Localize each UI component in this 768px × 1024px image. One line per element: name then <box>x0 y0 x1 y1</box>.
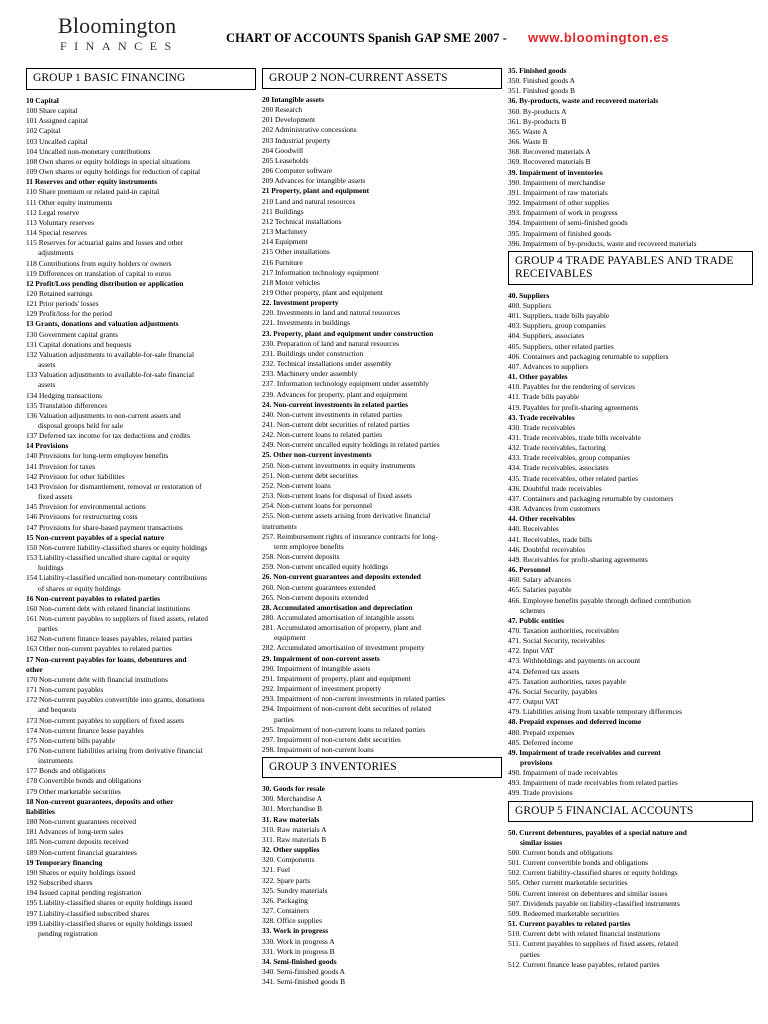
account-line: disposal groups held for sale <box>38 421 124 430</box>
account-line: 351. Finished goods B <box>508 86 575 96</box>
account-line: 131 Capital donations and bequests <box>26 339 132 349</box>
account-line: assets <box>38 380 56 390</box>
account-line: 180 Non-current guarantees received <box>26 817 137 827</box>
account-line: 100 Share capital <box>26 106 78 116</box>
account-line: 282. Accumulated amortisation of investment property <box>262 643 425 653</box>
account-line: 254. Non-current loans for personnel <box>262 501 373 511</box>
account-line: 501. Current convertible bonds and obligations <box>508 858 649 868</box>
account-line: 233. Machinery under assembly <box>262 369 358 379</box>
account-line: 475. Taxation authorities, taxes payable <box>508 676 626 686</box>
account-line: 403. Suppliers, group companies <box>508 321 606 331</box>
account-line: 470. Taxation authorities, receivables <box>508 625 620 635</box>
page-header <box>0 0 768 62</box>
account-line: 440. Receivables <box>508 524 559 534</box>
group-heading: GROUP 3 INVENTORIES <box>262 757 502 778</box>
account-line: 435. Trade receivables, other related parties <box>508 473 638 483</box>
account-line: 460. Salary advances <box>508 575 571 585</box>
account-line: 215 Other installations <box>262 247 330 257</box>
account-line: 200 Research <box>262 105 303 115</box>
account-line: 170 Non-current debt with financial institutions <box>26 674 168 684</box>
account-line: 230. Preparation of land and natural resources <box>262 338 399 348</box>
account-line: 327. Containers <box>262 906 310 916</box>
account-line: 321. Fuel <box>262 865 291 875</box>
account-line: 140 Provisions for long-term employee benefits <box>26 451 169 461</box>
account-line: 400. Suppliers <box>508 300 551 310</box>
account-line: 431. Trade receivables, trade bills receivable <box>508 433 641 442</box>
account-line: 291. Impairment of property, plant and equipment <box>262 673 411 683</box>
account-line: 298. Impairment of non-current loans <box>262 745 374 754</box>
account-line: 199 Liability-classified shares or equity holdings issued <box>26 918 193 928</box>
account-line: 505. Other current marketable securities <box>508 878 628 888</box>
account-line: 201 Development <box>262 115 316 125</box>
account-line: 143 Provision for dismantlement, removal or restoration of <box>26 481 202 491</box>
account-line: 419. Payables for profit-sharing agreements <box>508 402 639 412</box>
account-line: parties <box>38 624 58 634</box>
account-line: 477. Output VAT <box>508 697 559 707</box>
account-line: 221. Investments in buildings <box>262 318 351 328</box>
account-group-heading: 48. Prepaid expenses and deferred income <box>508 717 642 727</box>
account-line: 217 Information technology equipment <box>262 267 379 277</box>
account-line: 110 Share premium or related paid-in capital <box>26 187 160 197</box>
account-line: 320. Components <box>262 855 315 865</box>
logo-wordmark: Bloomington <box>58 13 177 38</box>
account-line: 108 Own shares or equity holdings in special situations <box>26 156 191 166</box>
account-line: of shares or equity holdings <box>38 583 121 593</box>
account-line: 392. Impairment of other supplies <box>508 198 610 208</box>
account-line: 202 Administrative concessions <box>262 125 357 135</box>
account-line: pending registration <box>38 928 98 938</box>
account-group-heading: 22. Investment property <box>262 298 339 308</box>
account-line: 197 Liability-classified subscribed shares <box>26 908 150 918</box>
account-group-heading: 36. By-products, waste and recovered materials <box>508 96 659 106</box>
account-line: 241. Non-current debt securities of related parties <box>262 420 410 429</box>
account-line: 301. Merchandise B <box>262 804 323 814</box>
account-group-heading: 15 Non-current payables of a special nature <box>26 532 165 542</box>
account-group-heading: 23. Property, plant and equipment under construction <box>262 328 434 338</box>
account-group-heading: 50. Current debentures, payables of a special nature and <box>508 827 687 837</box>
account-line: parties <box>274 714 294 724</box>
account-line: 365. Waste A <box>508 126 548 136</box>
account-line: 259. Non-current uncalled equity holdings <box>262 562 389 572</box>
account-group-heading: 16 Non-current payables to related parties <box>26 593 161 603</box>
account-group-heading: 46. Personnel <box>508 565 551 575</box>
account-line: schemes <box>520 605 546 615</box>
account-line: 485. Deferred income <box>508 737 574 747</box>
account-line: 242. Non-current loans to related parties <box>262 430 383 440</box>
account-line: 147 Provisions for share-based payment transactions <box>26 522 183 532</box>
account-line: 145 Provision for environmental actions <box>26 502 146 512</box>
group-heading: GROUP 2 NON-CURRENT ASSETS <box>262 68 502 89</box>
account-line: 253. Non-current loans for disposal of fixed assets <box>262 491 412 501</box>
account-line: 240. Non-current investments in related parties <box>262 409 403 419</box>
account-group-heading: 47. Public entities <box>508 615 564 625</box>
account-line: 192 Subscribed shares <box>26 878 93 888</box>
account-line: 476. Social Security, payables <box>508 686 598 696</box>
account-line: 249. Non-current uncalled equity holdings in related parties <box>262 440 440 450</box>
account-group-heading: 17 Non-current payables for loans, debentures and <box>26 654 187 664</box>
account-line: 120 Retained earnings <box>26 288 93 298</box>
account-group-heading: similar issues <box>520 837 563 847</box>
account-line: 175 Non-current bills payable <box>26 735 116 745</box>
account-line: 209 Advances for intangible assets <box>262 176 366 186</box>
account-line: 295. Impairment of non-current loans to related parties <box>262 724 426 734</box>
account-line: 474. Deferred tax assets <box>508 666 580 676</box>
account-line: 146 Provisions for restructuring costs <box>26 512 138 522</box>
account-line: 395. Impairment of finished goods <box>508 228 612 238</box>
account-line: 432. Trade receivables, factoring <box>508 443 606 453</box>
account-line: 206 Computer software <box>262 166 333 176</box>
account-line: assets <box>38 360 56 370</box>
account-line: 176 Non-current liabilities arising from derivative financial <box>26 746 203 755</box>
column-middle <box>262 66 502 987</box>
account-line: 310. Raw materials A <box>262 824 327 834</box>
account-group-heading: 28. Accumulated amortisation and depreciation <box>262 602 413 612</box>
account-line: 311. Raw materials B <box>262 834 327 844</box>
account-line: 179 Other marketable securities <box>26 786 121 796</box>
account-line: 360. By-products A <box>508 106 567 116</box>
account-line: 510. Current debt with related financial institutions <box>508 929 661 939</box>
bloomington-logo <box>58 15 188 59</box>
account-line: 210 Land and natural resources <box>262 196 356 206</box>
account-line: 133 Valuation adjustments to available-for-sale financial <box>26 370 195 380</box>
account-line: 250. Non-current investments in equity instruments <box>262 460 416 470</box>
account-line: 473. Withholdings and payments on account <box>508 656 641 666</box>
account-group-heading: 32. Other supplies <box>262 845 320 855</box>
account-group-heading: 31. Raw materials <box>262 814 320 824</box>
account-line: 173 Non-current payables to suppliers of fixed assets <box>26 715 185 725</box>
account-group-heading: 14 Provisions <box>26 441 69 451</box>
account-line: 322. Spare parts <box>262 875 311 885</box>
account-line: 213 Machinery <box>262 227 308 237</box>
account-line: 161 Non-current payables to suppliers of fixed assets, related <box>26 613 208 623</box>
account-line: 281. Accumulated amortisation of property, plant and <box>262 623 421 633</box>
account-line: 472. Input VAT <box>508 646 554 656</box>
account-group-heading: 49. Impairment of trade receivables and current <box>508 747 661 757</box>
account-line: 391. Impairment of raw materials <box>508 187 608 197</box>
account-line: and bequests <box>38 705 77 715</box>
account-line: 114 Special reserves <box>26 228 87 238</box>
account-line: 101 Assigned capital <box>26 116 88 126</box>
account-line: 237. Information technology equipment under assembly <box>262 379 429 389</box>
account-line: 177 Bonds and obligations <box>26 766 106 776</box>
account-line: 410. Payables for the rendering of services <box>508 382 636 392</box>
account-line: 255. Non-current assets arising from derivative financial <box>262 511 431 521</box>
account-line: 109 Own shares or equity holdings for reduction of capital <box>26 167 201 177</box>
account-group-heading: 19 Temporary financing <box>26 857 103 867</box>
account-group-heading: 13 Grants, donations and valuation adjustments <box>26 319 179 329</box>
account-line: 119 Differences on translation of capital to euros <box>26 268 172 278</box>
group-accounts <box>262 95 502 755</box>
account-line: 500. Current bonds and obligations <box>508 847 613 857</box>
account-line: 136 Valuation adjustments to non-current assets and <box>26 410 181 420</box>
account-line: instruments <box>262 521 297 531</box>
group-accounts <box>508 291 753 799</box>
account-line: 294. Impairment of non-current debt securities of related <box>262 704 431 714</box>
account-group-heading: 44. Other receivables <box>508 514 575 524</box>
account-line: 511. Current payables to suppliers of fixed assets, related <box>508 939 678 949</box>
account-line: 132 Valuation adjustments to available-for-sale financial <box>26 349 195 359</box>
account-line: 214 Equipment <box>262 237 308 247</box>
account-line: 502. Current liability-classified shares or equity holdings <box>508 868 678 878</box>
account-line: 325. Sundry materials <box>262 885 328 895</box>
account-group-heading: 30. Goods for resale <box>262 784 325 794</box>
account-line: 142 Provision for other liabilities <box>26 471 125 481</box>
account-line: 211 Buildings <box>262 206 304 216</box>
account-line: 394. Impairment of semi-finished goods <box>508 218 628 228</box>
account-line: 506. Current interest on debentures and similar issues <box>508 888 668 898</box>
account-line: 449. Receivables for profit-sharing agreements <box>508 554 648 564</box>
account-line: 396. Impairment of by-products, waste and recovered materials <box>508 238 697 248</box>
account-line: 194 Issued capital pending registration <box>26 888 142 898</box>
account-line: parties <box>520 949 540 959</box>
account-line: 111 Other equity instruments <box>26 197 113 207</box>
account-line: 174 Non-current finance lease payables <box>26 725 144 735</box>
account-line: 265. Non-current deposits extended <box>262 592 369 602</box>
account-group-heading: 20 Intangible assets <box>262 95 324 104</box>
account-line: 232. Technical installations under assembly <box>262 359 392 369</box>
account-line: 430. Trade receivables <box>508 422 576 432</box>
account-line: 407. Advances to suppliers <box>508 361 589 371</box>
account-line: 350. Finished goods A <box>508 76 575 86</box>
account-line: 326. Packaging <box>262 895 308 905</box>
account-line: 490. Impairment of trade receivables <box>508 768 618 778</box>
logo-subtitle: FINANCES <box>60 39 179 53</box>
account-group-heading: 10 Capital <box>26 96 59 105</box>
account-line: 280. Accumulated amortisation of intangible assets <box>262 612 415 622</box>
account-group-heading: 26. Non-current guarantees and deposits extended <box>262 572 421 582</box>
account-line: 181 Advances of long-term sales <box>26 827 124 837</box>
account-line: 113 Voluntary reserves <box>26 217 95 227</box>
account-line: fixed assets <box>38 492 73 502</box>
account-line: 185 Non-current deposits received <box>26 837 129 847</box>
account-line: 434. Trade receivables, associates <box>508 463 609 473</box>
account-line: 251. Non-current debt securities <box>262 470 358 480</box>
account-line: 260. Non-current guarantees extended <box>262 582 376 592</box>
account-line: 204 Goodwill <box>262 145 304 155</box>
account-line: 479. Liabilities arising from taxable temporary differences <box>508 707 682 717</box>
account-group-heading: provisions <box>520 758 553 767</box>
account-line: 369. Recovered materials B <box>508 157 591 167</box>
account-line: 328. Office supplies <box>262 916 322 926</box>
account-line: 239. Advances for property, plant and equipment <box>262 389 408 399</box>
account-line: 341. Semi-finished goods B <box>262 977 346 987</box>
account-line: 252. Non-current loans <box>262 480 331 490</box>
account-line: 141 Provision for taxes <box>26 461 96 471</box>
account-line: 493. Impairment of trade receivables from related parties <box>508 778 678 788</box>
account-line: 102 Capital <box>26 126 61 136</box>
account-line: 115 Reserves for actuarial gains and losses and other <box>26 238 184 248</box>
account-line: 405. Suppliers, other related parties <box>508 341 614 351</box>
account-line: 134 Hedging transactions <box>26 390 103 400</box>
account-group-heading: 21 Property, plant and equipment <box>262 186 370 196</box>
account-line: 137 Deferred tax income for tax deductions and credits <box>26 431 190 441</box>
account-group-heading: 24. Non-current investments in related parties <box>262 399 408 409</box>
account-line: adjustments <box>38 248 74 258</box>
account-line: 171 Non-current payables <box>26 685 104 695</box>
account-line: 231. Buildings under construction <box>262 348 364 358</box>
account-line: 172 Non-current payables convertible into grants, donations <box>26 695 205 705</box>
account-line: 203 Industrial property <box>262 135 331 145</box>
account-group-heading: 34. Semi-finished goods <box>262 956 337 966</box>
account-line: 436. Doubtful trade receivables <box>508 483 602 493</box>
account-line: 153 Liability-classified uncalled share capital or equity <box>26 553 190 563</box>
account-group-heading: 41. Other payables <box>508 372 568 382</box>
account-line: 121 Prior periods' losses <box>26 299 99 309</box>
column-right <box>508 66 753 970</box>
group-accounts <box>262 784 502 987</box>
account-group-heading: 25. Other non-current investments <box>262 450 372 460</box>
website-link[interactable]: www.bloomington.es <box>528 30 670 45</box>
account-group-heading: liabilities <box>26 806 55 816</box>
account-line: 216 Furniture <box>262 257 303 267</box>
account-line: 437. Containers and packaging returnable by customers <box>508 493 674 503</box>
account-group-heading: 29. Impairment of non-current assets <box>262 653 380 663</box>
account-line: 480. Prepaid expenses <box>508 727 575 737</box>
account-line: 340. Semi-finished goods A <box>262 966 346 976</box>
account-line: 205 Leaseholds <box>262 155 309 165</box>
account-group-heading: 40. Suppliers <box>508 290 550 300</box>
document-title: CHART OF ACCOUNTS Spanish GAP SME 2007 - <box>226 31 508 45</box>
account-line: holdings <box>38 563 64 573</box>
account-line: 471. Social Security, receivables <box>508 636 605 646</box>
account-group-heading: 43. Trade receivables <box>508 412 575 422</box>
account-line: 189 Non-current financial guarantees <box>26 847 137 857</box>
account-line: 331. Work in progress B <box>262 946 335 956</box>
account-line: 401. Suppliers, trade bills payable <box>508 311 610 321</box>
account-line: 297. Impairment of non-current debt securities <box>262 734 401 744</box>
account-line: 104 Uncalled non-monetary contributions <box>26 146 151 156</box>
group-accounts <box>508 828 753 970</box>
account-line: 466. Employee benefits payable through defined contribution <box>508 595 691 605</box>
account-line: 290. Impairment of intangible assets <box>262 663 371 673</box>
account-line: 406. Containers and packaging returnable to suppliers <box>508 351 669 361</box>
account-line: 212 Technical installations <box>262 216 342 226</box>
account-line: 162 Non-current finance leases payables, related parties <box>26 634 193 644</box>
account-line: 154 Liability-classified uncalled non-monetary contributions <box>26 573 207 583</box>
account-line: 411. Trade bills payable <box>508 392 580 402</box>
account-line: 404. Suppliers, associates <box>508 331 585 341</box>
account-group-heading: 33. Work in progress <box>262 926 329 936</box>
account-line: 103 Uncalled capital <box>26 136 88 146</box>
account-group-heading: 39. Impairment of inventories <box>508 167 603 177</box>
account-line: 446. Doubtful receivables <box>508 544 586 554</box>
account-line: 257. Reimbursement rights of insurance contracts for long- <box>262 531 438 541</box>
group-accounts <box>508 66 753 249</box>
account-line: 368. Recovered materials A <box>508 147 591 157</box>
account-line: 499. Trade provisions <box>508 788 573 798</box>
account-line: equipment <box>274 633 306 643</box>
account-line: 465. Salaries payable <box>508 585 572 595</box>
account-line: 160 Non-current debt with related financial institutions <box>26 603 190 613</box>
account-line: 441. Receivables, trade bills <box>508 534 593 544</box>
group-1-accounts <box>26 96 256 939</box>
account-line: term employee benefits <box>274 541 344 551</box>
account-line: 219 Other property, plant and equipment <box>262 287 383 297</box>
account-line: 195 Liability-classified shares or equity holdings issued <box>26 898 193 908</box>
account-group-heading: 35. Finished goods <box>508 66 567 75</box>
group-heading: GROUP 5 FINANCIAL ACCOUNTS <box>508 801 753 822</box>
group-1-heading: GROUP 1 BASIC FINANCING <box>26 68 256 90</box>
account-line: 218 Motor vehicles <box>262 277 320 287</box>
account-line: 292. Impairment of investment property <box>262 684 382 694</box>
account-line: 330. Work in progress A <box>262 936 335 946</box>
account-group-heading: 51. Current payables to related parties <box>508 919 631 929</box>
account-line: 293. Impairment of non-current investments in related parties <box>262 694 445 704</box>
group-heading: GROUP 4 TRADE PAYABLES AND TRADE RECEIVABLES <box>508 251 753 285</box>
account-group-heading: 12 Profit/Loss pending distribution or application <box>26 278 184 288</box>
account-line: instruments <box>38 756 73 766</box>
account-line: 150 Non-current liability-classified shares or equity holdings <box>26 542 208 552</box>
account-group-heading: 11 Reserves and other equity instruments <box>26 177 158 187</box>
account-group-heading: other <box>26 664 43 674</box>
account-line: 512. Current finance lease payables, related parties <box>508 959 660 969</box>
account-line: 178 Convertible bonds and obligations <box>26 776 142 786</box>
account-line: 390. Impairment of merchandise <box>508 177 606 187</box>
account-line: 366. Waste B <box>508 137 548 147</box>
account-line: 129 Profit/loss for the period <box>26 309 112 319</box>
account-line: 509. Redeemed marketable securities <box>508 908 620 918</box>
account-line: 361. By-products B <box>508 116 567 126</box>
account-group-heading: 18 Non-current guarantees, deposits and other <box>26 796 174 806</box>
account-line: 112 Legal reserve <box>26 207 79 217</box>
account-line: 135 Translation differences <box>26 400 108 410</box>
column-left <box>26 66 256 939</box>
account-line: 190 Shares or equity holdings issued <box>26 867 136 877</box>
account-line: 393. Impairment of work in progress <box>508 208 618 218</box>
account-line: 130 Government capital grants <box>26 329 118 339</box>
account-line: 220. Investments in land and natural resources <box>262 308 401 318</box>
account-line: 118 Contributions from equity holders or owners <box>26 258 172 268</box>
account-line: 438. Advances from customers <box>508 504 601 514</box>
account-line: 163 Other non-current payables to related parties <box>26 644 172 654</box>
account-line: 300. Merchandise A <box>262 794 323 804</box>
account-line: 507. Dividends payable on liability-classified instruments <box>508 898 680 908</box>
account-line: 258. Non-current deposits <box>262 552 340 562</box>
account-line: 433. Trade receivables, group companies <box>508 453 630 463</box>
